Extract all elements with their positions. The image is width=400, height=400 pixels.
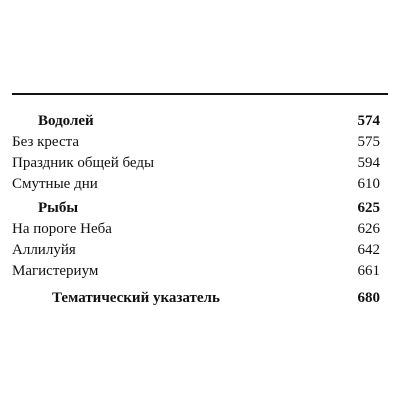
toc-entry-title: Аллилуйя — [12, 242, 76, 258]
toc-entry-title: Тематический указатель — [52, 290, 220, 306]
toc-page-number: 575 — [357, 134, 380, 150]
toc-entry-title: Праздник общей беды — [12, 155, 155, 171]
toc-section-ryby — [12, 197, 380, 219]
toc-entry-title: Рыбы — [38, 200, 79, 216]
toc-entry-title: Без креста — [12, 134, 80, 150]
toc-page-number: 574 — [357, 113, 380, 129]
toc-entry-title: Водолей — [38, 113, 94, 129]
toc-item — [12, 131, 380, 153]
toc-item — [12, 218, 380, 240]
toc-item — [12, 173, 380, 195]
toc-page-number: 642 — [357, 242, 380, 258]
toc-entry-title: На пороге Неба — [12, 221, 112, 237]
toc-page-number: 594 — [357, 155, 380, 171]
toc-page-number: 661 — [357, 263, 380, 279]
toc-page-number: 626 — [357, 221, 380, 237]
toc-item — [12, 152, 380, 174]
toc-item — [12, 239, 380, 261]
toc-page-number: 610 — [357, 176, 380, 192]
toc-page-number: 625 — [357, 200, 380, 216]
toc-entry-title: Магистериум — [12, 263, 99, 279]
toc-entry-title: Смутные дни — [12, 176, 98, 192]
toc-page-number: 680 — [357, 290, 380, 306]
toc-index-entry — [12, 287, 380, 309]
toc-item — [12, 260, 380, 282]
toc-section-vodoley — [12, 110, 380, 132]
